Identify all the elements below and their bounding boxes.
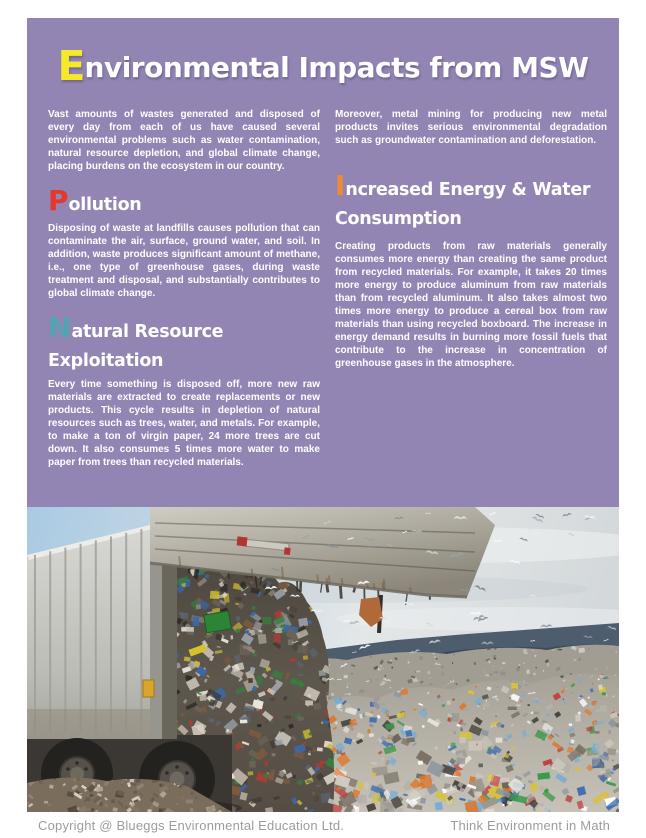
energy-heading-text: ncreased Energy & Water Consumption — [335, 180, 591, 229]
content-panel — [27, 18, 619, 507]
green-debris — [204, 611, 232, 633]
intro-paragraph-left: Vast amounts of wastes generated and disposed of every day from each of us have caused several environmental problems such as water contamination, natural resource depletion, and global climate change, placing burdens on the ecosystem in our country. — [48, 109, 320, 172]
pollution-drop-cap: P — [48, 184, 69, 217]
pollution-heading-text: ollution — [68, 195, 142, 215]
two-column-layout — [27, 94, 619, 469]
footer-copyright: Copyright @ Blueggs Environmental Education Ltd. — [38, 817, 345, 833]
energy-drop-cap: I — [335, 169, 346, 202]
page-title-text: nvironmental Impacts from MSW — [84, 51, 589, 84]
truck-dirt — [27, 709, 162, 739]
footer — [0, 812, 646, 838]
natural-resource-drop-cap: N — [48, 311, 72, 344]
cylinder-red-band — [284, 547, 291, 555]
pollution-paragraph: Disposing of waste at landfills causes pollution that can contaminate the air, surface, ground water, and soil. In addition, waste produces significant amount of methane, i.e., one type of greenhouse gases, during waste treatment and disposal, and substantially contributes to global climate change. — [48, 223, 320, 299]
section-heading-natural-resource — [48, 313, 320, 376]
title-drop-cap: E — [57, 42, 85, 90]
natural-resource-heading-text: atural Resource Exploitation — [48, 322, 224, 371]
right-column — [335, 100, 607, 469]
energy-paragraph: Creating products from raw materials generally consumes more energy than creating the same product from recycled materials. For example, it takes 20 times more energy to produce aluminum from raw materials than from recycled aluminum. It also takes almost two times more energy to produce a cereal box from raw materials than using recycled boxboard. The increase in energy demand results in burning more fossil fuels that contribute to the increase in concentration of greenhouse gases in the atmosphere. — [335, 241, 607, 369]
section-heading-energy — [335, 171, 607, 234]
landfill-photo-illustration — [27, 507, 619, 812]
page-title — [37, 42, 609, 90]
reflective-sticker — [143, 680, 154, 697]
intro-paragraph-right: Moreover, metal mining for producing new metal products invites serious environmental degradation such as groundwater contamination and deforestation. — [335, 109, 607, 146]
left-column — [48, 100, 320, 469]
natural-resource-paragraph: Every time something is disposed off, more new raw materials are extracted to create replacements or new products. This cycle results in depletion of natural resources such as trees, water, and metals. For example, to make a ton of virgin paper, 24 more trees are cut down. It also consumes 5 times more water to make paper from trees than recycled materials. — [48, 379, 320, 468]
landfill-photo — [27, 507, 619, 812]
cylinder-red-cap — [237, 536, 248, 546]
section-heading-pollution — [48, 186, 320, 220]
footer-slogan: Think Environment in Math — [450, 817, 610, 833]
